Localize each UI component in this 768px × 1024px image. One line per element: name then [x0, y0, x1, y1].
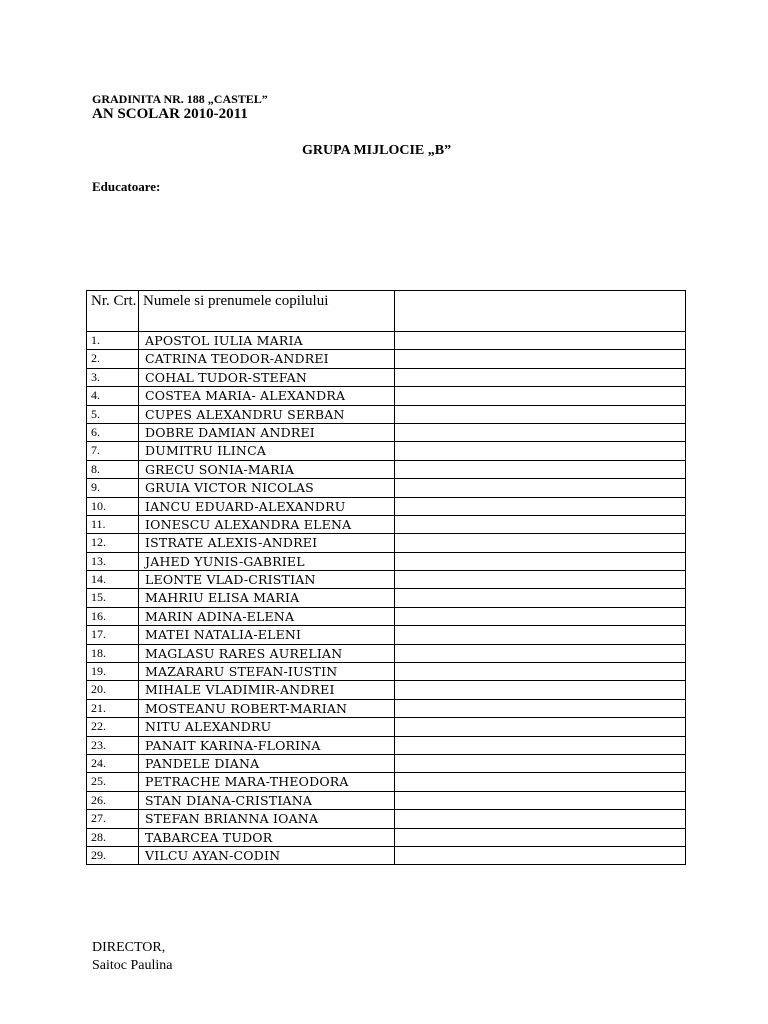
child-name: LEONTE VLAD-CRISTIAN — [139, 571, 395, 589]
child-name: MATEI NATALIA-ELENI — [139, 626, 395, 644]
child-name: DOBRE DAMIAN ANDREI — [139, 423, 395, 441]
table-row — [87, 423, 686, 441]
extra-cell — [395, 791, 686, 809]
row-number: 11. — [87, 515, 139, 533]
extra-cell — [395, 423, 686, 441]
extra-cell — [395, 846, 686, 864]
child-name: STEFAN BRIANNA IOANA — [139, 810, 395, 828]
table-row — [87, 791, 686, 809]
director-title: DIRECTOR, — [92, 940, 166, 955]
child-name: PANAIT KARINA-FLORINA — [139, 736, 395, 754]
row-number: 3. — [87, 368, 139, 386]
child-name: GRECU SONIA-MARIA — [139, 460, 395, 478]
header-child-name: Numele si prenumele copilului — [139, 291, 395, 332]
row-number: 25. — [87, 773, 139, 791]
table-row — [87, 681, 686, 699]
extra-cell — [395, 773, 686, 791]
child-name: MAGLASU RARES AURELIAN — [139, 644, 395, 662]
table-row — [87, 479, 686, 497]
child-name: COSTEA MARIA- ALEXANDRA — [139, 387, 395, 405]
extra-cell — [395, 681, 686, 699]
school-name: GRADINITA NR. 188 „CASTEL” — [92, 92, 268, 106]
child-name: CATRINA TEODOR-ANDREI — [139, 350, 395, 368]
table-row — [87, 754, 686, 772]
table-row — [87, 350, 686, 368]
row-number: 12. — [87, 534, 139, 552]
extra-cell — [395, 387, 686, 405]
director-name: Saitoc Paulina — [92, 958, 173, 973]
table-row — [87, 626, 686, 644]
table-row — [87, 810, 686, 828]
row-number: 1. — [87, 332, 139, 350]
row-number: 8. — [87, 460, 139, 478]
row-number: 16. — [87, 607, 139, 625]
extra-cell — [395, 515, 686, 533]
table-row — [87, 846, 686, 864]
extra-cell — [395, 644, 686, 662]
table-row — [87, 718, 686, 736]
row-number: 10. — [87, 497, 139, 515]
table-row — [87, 699, 686, 717]
row-number: 7. — [87, 442, 139, 460]
table-row — [87, 663, 686, 681]
row-number: 4. — [87, 387, 139, 405]
group-name: GRUPA MIJLOCIE „B” — [302, 143, 452, 158]
child-name: COHAL TUDOR-STEFAN — [139, 368, 395, 386]
row-number: 29. — [87, 846, 139, 864]
table-row — [87, 571, 686, 589]
extra-cell — [395, 460, 686, 478]
table-row — [87, 607, 686, 625]
child-name: MOSTEANU ROBERT-MARIAN — [139, 699, 395, 717]
table-row — [87, 644, 686, 662]
extra-cell — [395, 810, 686, 828]
child-name: MAHRIU ELISA MARIA — [139, 589, 395, 607]
table-header-row — [87, 291, 686, 332]
row-number: 9. — [87, 479, 139, 497]
row-number: 15. — [87, 589, 139, 607]
row-number: 17. — [87, 626, 139, 644]
extra-cell — [395, 571, 686, 589]
extra-cell — [395, 828, 686, 846]
extra-cell — [395, 718, 686, 736]
header-nr-crt: Nr. Crt. — [87, 291, 139, 332]
director-signature-block — [92, 939, 173, 975]
child-name: TABARCEA TUDOR — [139, 828, 395, 846]
row-number: 14. — [87, 571, 139, 589]
teacher-label: Educatoare: — [92, 179, 161, 194]
table-row — [87, 589, 686, 607]
child-name: APOSTOL IULIA MARIA — [139, 332, 395, 350]
table-row — [87, 773, 686, 791]
extra-cell — [395, 442, 686, 460]
row-number: 2. — [87, 350, 139, 368]
row-number: 22. — [87, 718, 139, 736]
table-row — [87, 552, 686, 570]
child-name: PANDELE DIANA — [139, 754, 395, 772]
row-number: 27. — [87, 810, 139, 828]
extra-cell — [395, 479, 686, 497]
table-row — [87, 534, 686, 552]
row-number: 13. — [87, 552, 139, 570]
extra-cell — [395, 754, 686, 772]
school-year: AN SCOLAR 2010-2011 — [92, 106, 248, 122]
child-name: MAZARARU STEFAN-IUSTIN — [139, 663, 395, 681]
extra-cell — [395, 736, 686, 754]
row-number: 26. — [87, 791, 139, 809]
child-name: MIHALE VLADIMIR-ANDREI — [139, 681, 395, 699]
child-name: PETRACHE MARA-THEODORA — [139, 773, 395, 791]
child-name: ISTRATE ALEXIS-ANDREI — [139, 534, 395, 552]
extra-cell — [395, 589, 686, 607]
extra-cell — [395, 699, 686, 717]
extra-cell — [395, 534, 686, 552]
row-number: 21. — [87, 699, 139, 717]
row-number: 5. — [87, 405, 139, 423]
row-number: 23. — [87, 736, 139, 754]
table-row — [87, 460, 686, 478]
row-number: 28. — [87, 828, 139, 846]
child-name: DUMITRU ILINCA — [139, 442, 395, 460]
row-number: 6. — [87, 423, 139, 441]
table-row — [87, 442, 686, 460]
extra-cell — [395, 350, 686, 368]
extra-cell — [395, 497, 686, 515]
table-row — [87, 515, 686, 533]
extra-cell — [395, 552, 686, 570]
row-number: 24. — [87, 754, 139, 772]
roster-body — [87, 291, 686, 865]
table-row — [87, 368, 686, 386]
row-number: 20. — [87, 681, 139, 699]
table-row — [87, 332, 686, 350]
table-row — [87, 736, 686, 754]
extra-cell — [395, 607, 686, 625]
extra-cell — [395, 626, 686, 644]
row-number: 19. — [87, 663, 139, 681]
row-number: 18. — [87, 644, 139, 662]
child-name: IONESCU ALEXANDRA ELENA — [139, 515, 395, 533]
children-roster-table — [86, 290, 686, 865]
child-name: NITU ALEXANDRU — [139, 718, 395, 736]
table-row — [87, 828, 686, 846]
extra-cell — [395, 368, 686, 386]
header-extra-column — [395, 291, 686, 332]
table-row — [87, 387, 686, 405]
extra-cell — [395, 663, 686, 681]
child-name: VILCU AYAN-CODIN — [139, 846, 395, 864]
child-name: GRUIA VICTOR NICOLAS — [139, 479, 395, 497]
extra-cell — [395, 332, 686, 350]
table-row — [87, 497, 686, 515]
child-name: MARIN ADINA-ELENA — [139, 607, 395, 625]
child-name: IANCU EDUARD-ALEXANDRU — [139, 497, 395, 515]
child-name: STAN DIANA-CRISTIANA — [139, 791, 395, 809]
child-name: JAHED YUNIS-GABRIEL — [139, 552, 395, 570]
table-row — [87, 405, 686, 423]
child-name: CUPES ALEXANDRU SERBAN — [139, 405, 395, 423]
extra-cell — [395, 405, 686, 423]
